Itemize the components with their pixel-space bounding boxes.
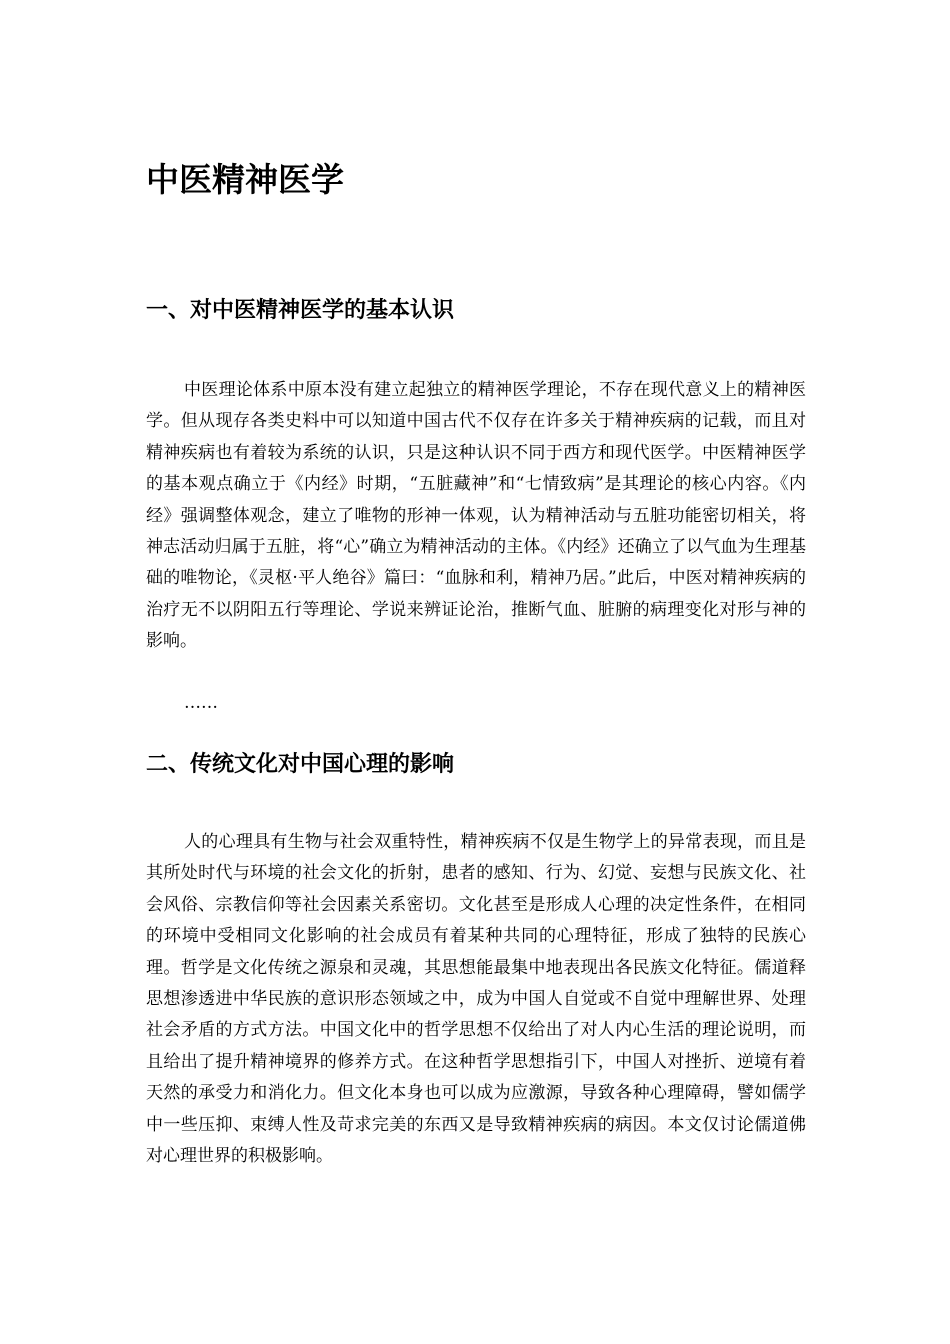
section-heading-basic-understanding: 一、对中医精神医学的基本认识 xyxy=(146,298,455,323)
section-paragraph-basic-understanding: 中医理论体系中原本没有建立起独立的精神医学理论，不存在现代意义上的精神医学。但从现存各类史料中可以知道中国古代不仅存在许多关于精神疾病的记载，而且对精神疾病也有着较为系统的认识，只是这种认识不同于西方和现代医学。中医精神医学的基本观点确立于《内经》时期，“五脏藏神”和“七情致病”是其理论的核心内容。《内经》强调整体观念，建立了唯物的形神一体观，认为精神活动与五脏功能密切相关，将神志活动归属于五脏，将“心”确立为精神活动的主体。《内经》还确立了以气血为生理基础的唯物论，《灵枢·平人绝谷》篇曰：“血脉和利，精神乃居。”此后，中医对精神疾病的治疗无不以阴阳五行等理论、学说来辨证论治，推断气血、脏腑的病理变化对形与神的影响。 xyxy=(146,380,806,652)
document-title: 中医精神医学 xyxy=(146,160,344,199)
section-paragraph-traditional-culture: 人的心理具有生物与社会双重特性，精神疾病不仅是生物学上的异常表现，而且是其所处时代与环境的社会文化的折射，患者的感知、行为、幻觉、妄想与民族文化、社会风俗、宗教信仰等社会因素关系密切。文化甚至是形成人心理的决定性条件，在相同的环境中受相同文化影响的社会成员有着某种共同的心理特征，形成了独特的民族心理。哲学是文化传统之源泉和灵魂，其思想能最集中地表现出各民族文化特征。儒道释思想渗透进中华民族的意识形态领域之中，成为中国人自觉或不自觉中理解世界、处理社会矛盾的方式方法。中国文化中的哲学思想不仅给出了对人内心生活的理论说明，而且给出了提升精神境界的修养方式。在这种哲学思想指引下，中国人对挫折、逆境有着天然的承受力和消化力。但文化本身也可以成为应激源，导致各种心理障碍，譬如儒学中一些压抑、束缚人性及苛求完美的东西又是导致精神疾病的病因。本文仅讨论儒道佛对心理世界的积极影响。 xyxy=(146,832,806,1167)
section-heading-traditional-culture: 二、传统文化对中国心理的影响 xyxy=(146,752,455,777)
omission-ellipsis: …… xyxy=(184,693,218,713)
